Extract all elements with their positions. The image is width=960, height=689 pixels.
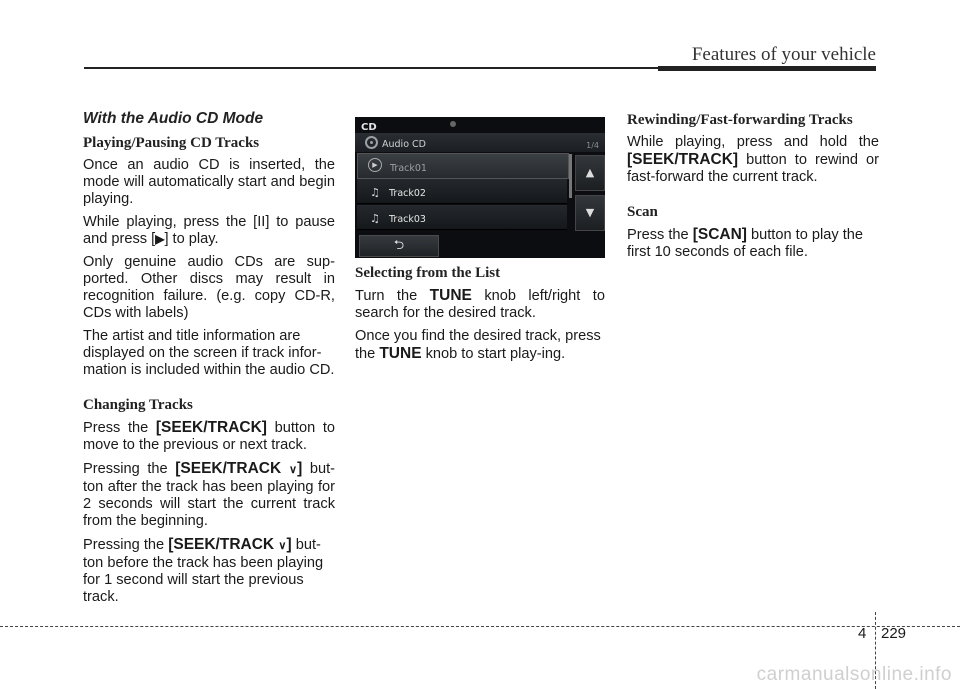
cd-icon (365, 136, 378, 149)
music-note-icon: ♫ (370, 186, 380, 199)
paragraph-insert: Once an audio CD is inserted, the mode will automatically start and begin playing. (83, 157, 335, 207)
playing-heading: Playing/Pausing CD Tracks (83, 135, 260, 151)
column-1 (83, 110, 335, 612)
changing-heading: Changing Tracks (83, 397, 193, 413)
track-label: Track03 (389, 214, 426, 225)
screen-title: CD (361, 122, 377, 133)
seek-track-key: [SEEK/TRACK] (627, 151, 739, 168)
seek-track-key: [SEEK/TRACK] (155, 419, 267, 436)
back-button[interactable]: ⮌ (359, 235, 439, 257)
play-icon: ▶ (155, 232, 165, 246)
paragraph-seek-previous: Pressing the [SEEK/TRACK ∨] but-ton before the track has been playing for 1 second will start the previous track. (83, 536, 324, 605)
music-note-icon: ♫ (370, 212, 380, 225)
paragraph-tune-search: Turn the TUNE knob left/right to search for the desired track. (355, 287, 605, 321)
watermark: carmanualsonline.info (756, 664, 952, 685)
paragraph-scan: Press the [SCAN] button to play the first 10 seconds of each file. (627, 226, 863, 260)
cd-screen (355, 117, 605, 258)
paragraph-seek: Press the [SEEK/TRACK] button to move to the previous or next track. (83, 419, 335, 453)
scan-key: [SCAN] (692, 226, 747, 243)
track-count: 1/4 (586, 141, 599, 150)
paragraph-artist-info: The artist and title information are displayed on the screen if track infor-mation is included within the audio CD. (83, 328, 335, 378)
track-item-3[interactable] (357, 205, 567, 230)
chevron-down-icon: ∨ (278, 540, 287, 552)
track-label: Track01 (390, 163, 427, 174)
column-2 (355, 117, 605, 369)
track-item-2[interactable] (357, 179, 567, 204)
mode-heading: With the Audio CD Mode (83, 110, 264, 127)
play-circle-icon: ▶ (368, 158, 382, 172)
scroll-down-button[interactable]: ▼ (575, 195, 605, 231)
chevron-down-icon: ∨ (289, 464, 298, 476)
seek-track-down-key: [SEEK/TRACK ∨] (175, 460, 303, 477)
paragraph-seek-restart: Pressing the [SEEK/TRACK ∨] but-ton after the track has been playing for 2 seconds will start the current track from the beginning. (83, 460, 335, 529)
scan-heading: Scan (627, 204, 658, 220)
scrollbar[interactable] (569, 154, 572, 198)
scroll-up-button[interactable]: ▲ (575, 155, 605, 191)
source-label: Audio CD (382, 139, 426, 150)
selecting-heading: Selecting from the List (355, 265, 501, 281)
rewind-heading: Rewinding/Fast-forwarding Tracks (627, 112, 853, 128)
tune-key: TUNE (429, 287, 472, 304)
tune-key: TUNE (379, 345, 422, 362)
column-3 (627, 112, 879, 267)
chapter-number: 4 (858, 625, 867, 642)
status-dot-icon (450, 121, 456, 127)
page-number: 229 (881, 625, 907, 642)
source-bar (355, 133, 605, 152)
track-item-1[interactable] (357, 153, 569, 179)
header-title: Features of your vehicle (691, 44, 876, 65)
footer-rule (0, 626, 960, 627)
track-label: Track02 (389, 188, 426, 199)
paragraph-rewind: While playing, press and hold the [SEEK/TRACK] button to rewind or fast-forward the current track. (627, 134, 879, 185)
paragraph-genuine-cd: Only genuine audio CDs are sup-ported. Other discs may result in recognition failure. (e.g. copy CD-R, CDs with labels) (83, 254, 335, 321)
paragraph-pause: While playing, press the [II] to pause and press [▶] to play. (83, 214, 335, 247)
seek-track-down-key: [SEEK/TRACK ∨] (168, 536, 292, 553)
paragraph-tune-play: Once you find the desired track, press the TUNE knob to start play-ing. (355, 328, 601, 362)
header-rule-accent (658, 66, 876, 71)
